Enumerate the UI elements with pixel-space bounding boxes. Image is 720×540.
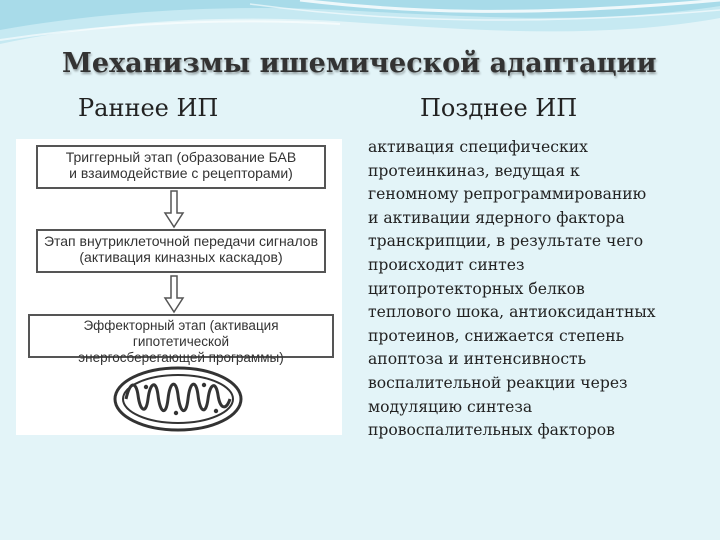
- late-ip-description: [368, 136, 714, 443]
- description-line: протеинкиназ, ведущая к: [368, 161, 580, 180]
- slide-title: Механизмы ишемической адаптации: [62, 48, 657, 79]
- stage-line: Триггерный этап (образование БАВ: [65, 149, 297, 165]
- description-line: геномному репрограммированию: [368, 185, 647, 204]
- down-arrow-icon: [163, 189, 185, 229]
- stage-line: Эффекторный этап (активация гипотетической: [83, 318, 279, 349]
- description-line: провоспалительных факторов: [368, 421, 615, 440]
- description-line: апоптоза и интенсивность: [368, 350, 587, 369]
- description-line: теплового шока, антиоксидантных: [368, 303, 656, 322]
- description-line: воспалительной реакции через: [368, 373, 628, 392]
- stage-line: и взаимодействие с рецепторами): [69, 165, 293, 181]
- description-line: модуляцию синтеза: [368, 397, 533, 416]
- effector-stage-box: [28, 314, 334, 365]
- stage-line: энергосберегающей программы): [78, 350, 284, 365]
- description-line: транскрипции, в результате чего: [368, 232, 644, 251]
- down-arrow-icon: [163, 274, 185, 314]
- description-line: и активации ядерного фактора: [368, 208, 625, 227]
- early-ip-flow-diagram: [16, 139, 342, 435]
- trigger-stage-box: [36, 145, 326, 189]
- mitochondrion-icon: [112, 365, 244, 433]
- stage-line: (активация киназных каскадов): [79, 249, 283, 265]
- stage-line: Этап внутриклеточной передачи сигналов: [43, 233, 319, 249]
- description-line: цитопротекторных белков: [368, 279, 585, 298]
- early-ip-heading: Раннее ИП: [78, 94, 219, 122]
- description-line: происходит синтез: [368, 255, 525, 274]
- late-ip-heading: Позднее ИП: [420, 94, 578, 122]
- description-line: протеинов, снижается степень: [368, 326, 625, 345]
- description-line: активация специфических: [368, 138, 588, 156]
- signal-transduction-stage-box: [36, 229, 326, 273]
